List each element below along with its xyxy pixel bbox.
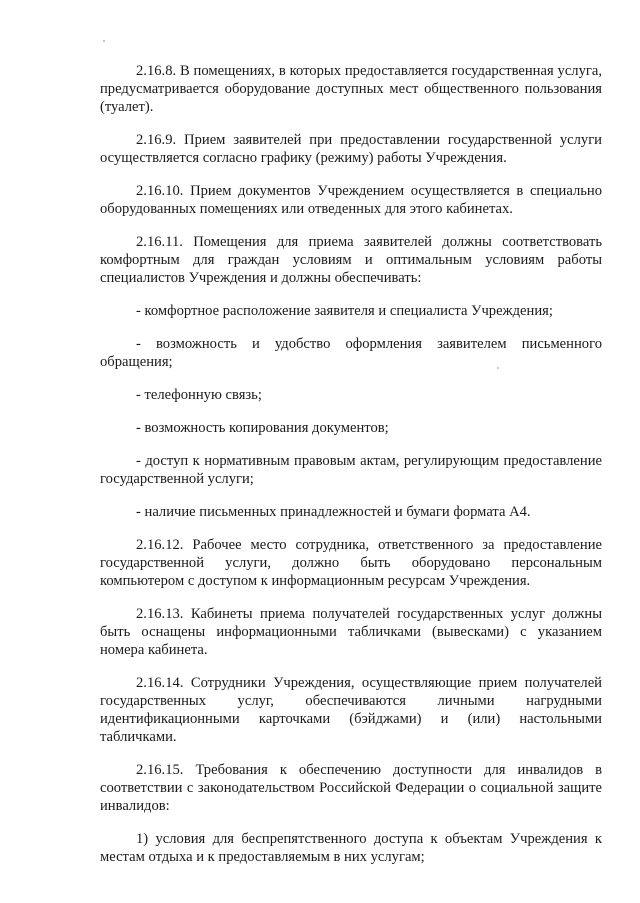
list-item-phone: - телефонную связь; — [136, 387, 262, 403]
paragraph-2-16-9: 2.16.9. Прием заявителей при предоставлении государственной услуги осуществляется согласно графику (режиму) работы Учреждения. — [100, 132, 602, 166]
list-item-comfort: - комфортное расположение заявителя и специалиста Учреждения; — [136, 303, 553, 319]
list-item-written-appeal: - возможность и удобство оформления заявителем письменного обращения; — [100, 336, 602, 370]
list-item-legal-acts: - доступ к нормативным правовым актам, регулирующим предоставление государственной услуги; — [100, 453, 602, 487]
paragraph-2-16-8: 2.16.8. В помещениях, в которых предоставляется государственная услуга, предусматривается оборудование доступных мест общественного пользования (туалет). — [100, 63, 602, 115]
paragraph-2-16-12: 2.16.12. Рабочее место сотрудника, ответственного за предоставление государственной услуги, должно быть оборудовано персональным компьютером с доступом к информационным ресурсам Учреждения. — [100, 537, 602, 589]
list-item-stationery: - наличие письменных принадлежностей и бумаги формата А4. — [136, 504, 531, 520]
paragraph-2-16-10: 2.16.10. Прием документов Учреждением осуществляется в специально оборудованных помещениях или отведенных для этого кабинетах. — [100, 183, 602, 217]
paragraph-2-16-11: 2.16.11. Помещения для приема заявителей должны соответствовать комфортным для граждан условиям и оптимальным условиям работы специалистов Учреждения и должны обеспечивать: — [100, 234, 602, 286]
paragraph-2-16-13: 2.16.13. Кабинеты приема получателей государственных услуг должны быть оснащены информационными табличками (вывесками) с указанием номера кабинета. — [100, 606, 602, 658]
paragraph-2-16-15: 2.16.15. Требования к обеспечению доступности для инвалидов в соответствии с законодательством Российской Федерации о социальной защите инвалидов: — [100, 762, 602, 814]
list-item-copying: - возможность копирования документов; — [136, 420, 389, 436]
numbered-item-1: 1) условия для беспрепятственного доступа к объектам Учреждения к местам отдыха и к предоставляемым в них услугам; — [100, 831, 602, 865]
scan-speck — [103, 40, 105, 42]
paragraph-2-16-14: 2.16.14. Сотрудники Учреждения, осуществляющие прием получателей государственных услуг, обеспечиваются личными нагрудными идентификационными карточками (бэйджами) и (или) настольными табличками. — [100, 675, 602, 745]
document-body — [100, 62, 602, 881]
